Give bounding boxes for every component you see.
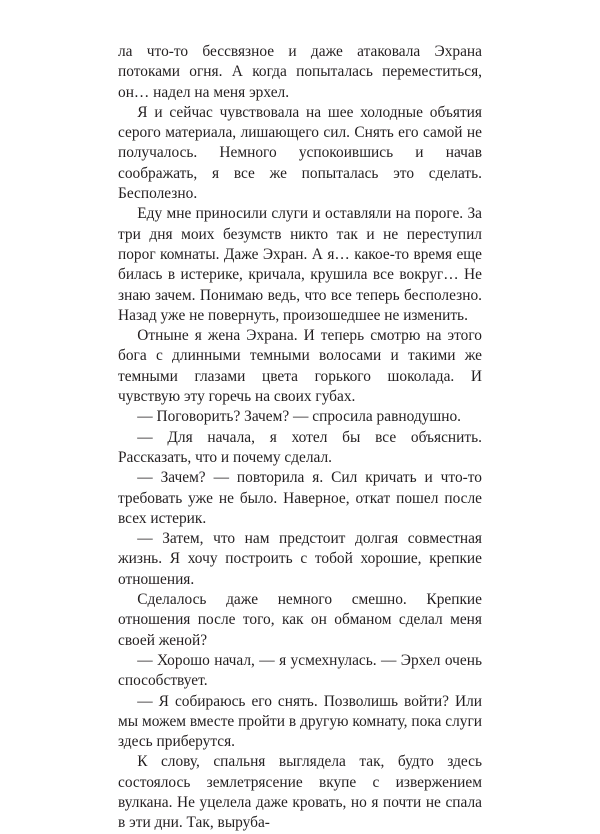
dialogue-line-6: — Я собираюсь его снять. Позволишь войти? Или мы можем вместе пройти в другую комнату, пока слуги здесь приберутся. — [118, 692, 482, 751]
paragraph-1: ла что-то бессвязное и даже атаковала Эхрана потоками огня. А когда попыталась переместиться, он… надел на меня эрхел. — [118, 43, 482, 101]
paragraph-2: Я и сейчас чувствовала на шее холодные объятия серого материала, лишающего сил. Снять его самой не получалось. Немного успокоившись и начав соображать, я все же попыталась это сделать. Бесполезно. — [118, 103, 482, 203]
dialogue-line-5: — Хорошо начал, — я усмехнулась. — Эрхел очень способствует. — [118, 651, 482, 690]
dialogue-line-1: — Поговорить? Зачем? — спросила равнодушно. — [137, 408, 461, 426]
dialogue-line-3: — Зачем? — повторила я. Сил кричать и что-то требовать уже не было. Наверное, откат пошел после всех истерик. — [118, 469, 482, 527]
paragraph-3: Еду мне приносили слуги и оставляли на пороге. За три дня моих безумств никто так и не переступил порог комнаты. Даже Эхран. А я… какое-то время еще билась в истерике, кричала, крушила все вокруг… Не знаю зачем. Понимаю ведь, что все теперь бесполезно. Назад уже не повернуть, произошедшее не изменить. — [118, 205, 482, 324]
dialogue-line-4: — Затем, что нам предстоит долгая совместная жизнь. Я хочу построить с тобой хорошие, крепкие отношения. — [118, 530, 482, 588]
dialogue-line-2: — Для начала, я хотел бы все объяснить. Рассказать, что и почему сделал. — [118, 428, 482, 466]
paragraph-6: К слову, спальня выглядела так, будто здесь состоялось землетрясение вкупе с извержением вулкана. Не уцелела даже кровать, но я почти не спала в эти дни. Так, выруба- — [118, 753, 482, 832]
paragraph-4: Отныне я жена Эхрана. И теперь смотрю на этого бога с длинными темными волосами и такими же темными глазами цвета горького шоколада. И чувствую эту горечь на своих губах. — [118, 327, 482, 406]
paragraph-5: Сделалось даже немного смешно. Крепкие отношения после того, как он обманом сделал меня своей женой? — [118, 591, 482, 649]
page-text — [118, 42, 482, 834]
